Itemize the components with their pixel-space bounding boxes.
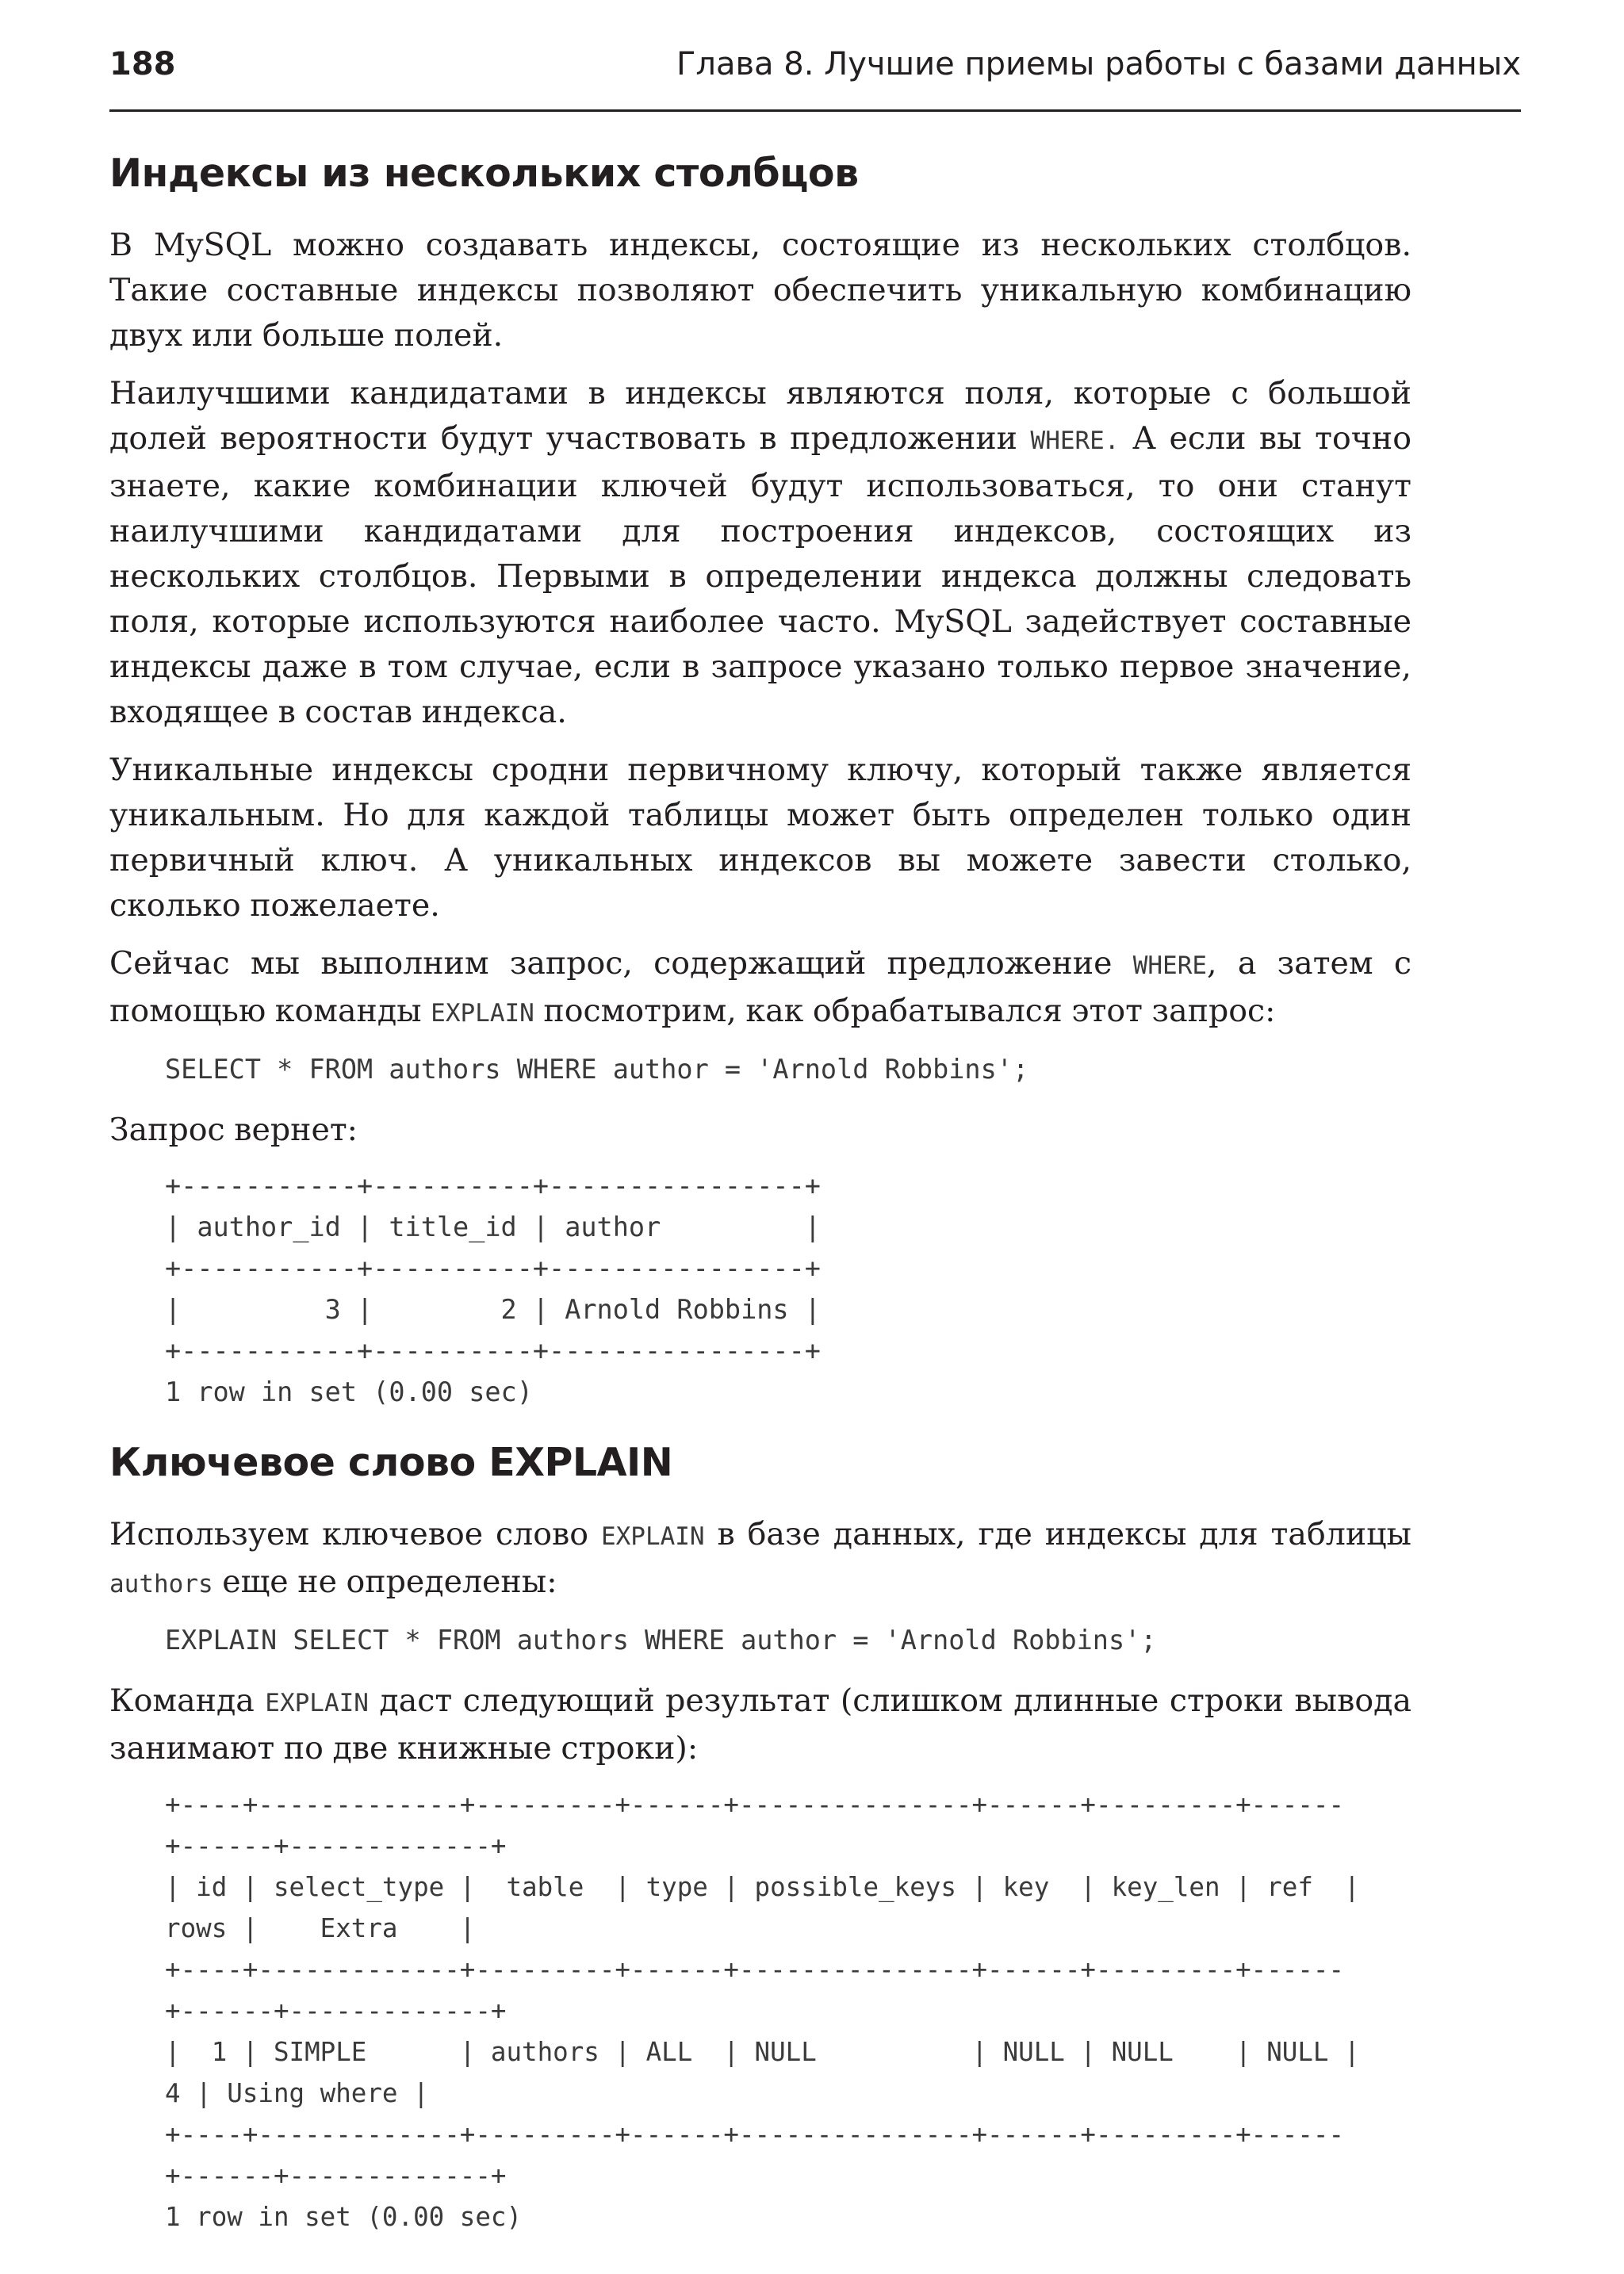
section-heading-explain: Ключевое слово EXPLAIN — [109, 1440, 673, 1485]
text-segment: Используем ключевое слово — [109, 1516, 601, 1552]
text-segment: Наилучшими кандидатами в индексы являются поля, которые с большой долей вероятности будут участвовать в предложении — [109, 375, 1411, 457]
inline-code-explain: EXPLAIN — [431, 999, 534, 1028]
text-segment: А если вы точно знаете, какие комбинации ключей будут использоваться, то они станут наилучшими кандидатами для построения индексов, состоящих из нескольких столбцов. Первыми в определении индекса должны следовать поля, которые используются наиболее часто. MySQL задействует составные индексы даже в том случае, если в запросе указано только первое значение, входящее в состав индекса. — [109, 420, 1411, 730]
text-segment: в базе данных, где индексы для таблицы — [704, 1516, 1411, 1552]
section-heading-multicolumn-indexes: Индексы из нескольких столбцов — [109, 151, 859, 196]
code-explain-output-table: +----+-------------+---------+------+---------------+------+---------+------ +------+-------------+ | id | select_type | table | type | possible_keys | key | key_len | ref | rows | Extra | +----+-------------+---------+------+---------------+------+---------+------ +------+-------------+ | 1 | SIMPLE | authors | ALL | NULL | NULL | NULL | NULL | 4 | Using where | +----+-------------+---------+------+---------------+------+---------+------ +------+-------------+ 1 row in set (0.00 sec) — [165, 1790, 1360, 2232]
paragraph-result-intro: Запрос вернет: — [109, 1112, 358, 1148]
inline-code-explain: EXPLAIN — [600, 1522, 705, 1551]
code-query-result-table: +-----------+----------+----------------+ | author_id | title_id | author | +-----------+----------+----------------+ | 3 | 2 | Arnold Robbins | +-----------+----------+----------------+ 1 row in set (0.00 sec) — [165, 1170, 821, 1407]
text-segment: посмотрим, как обрабатывался этот запрос: — [534, 993, 1276, 1029]
paragraph-query-intro — [109, 941, 1411, 1036]
paragraph-best-candidates — [109, 371, 1411, 735]
paragraph-unique-indexes: Уникальные индексы сродни первичному ключу, который также является уникальным. Но для каждой таблицы может быть определен только один первичный ключ. А уникальных индексов вы можете завести столько, сколько пожелаете. — [109, 752, 1411, 924]
code-explain-query: EXPLAIN SELECT * FROM authors WHERE author = 'Arnold Robbins'; — [165, 1625, 1157, 1656]
running-header — [109, 46, 1521, 112]
inline-code-authors: authors — [109, 1570, 213, 1598]
text-segment: Сейчас мы выполним запрос, содержащий предложение — [109, 945, 1133, 982]
text-segment: , а затем с помощью команды — [109, 945, 1411, 1029]
running-title: Глава 8. Лучшие приемы работы с базами данных — [676, 46, 1521, 82]
text-segment: еще не определены: — [213, 1564, 557, 1600]
paragraph-intro: В MySQL можно создавать индексы, состоящие из нескольких столбцов. Такие составные индексы позволяют обеспечить уникальную комбинацию двух или больше полей. — [109, 227, 1411, 354]
page-content — [109, 151, 1411, 2264]
paragraph-explain-result-intro — [109, 1679, 1411, 1771]
text-segment: Команда — [109, 1683, 266, 1719]
inline-code-where: WHERE — [1132, 951, 1208, 980]
text-segment: даст следующий результат (слишком длинные строки вывода занимают по две книжные строки): — [109, 1683, 1411, 1767]
paragraph-explain-intro — [109, 1512, 1411, 1607]
code-select-query: SELECT * FROM authors WHERE author = 'Arnold Robbins'; — [165, 1054, 1029, 1085]
inline-code-explain: EXPLAIN — [265, 1689, 369, 1717]
inline-code-where: WHERE. — [1030, 427, 1120, 455]
page-number: 188 — [109, 46, 176, 82]
